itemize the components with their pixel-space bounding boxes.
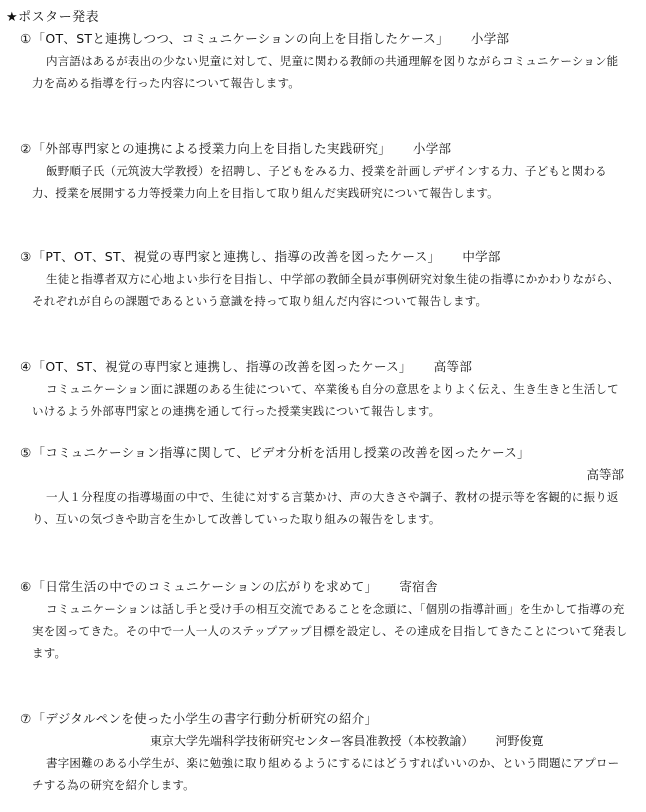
item-number: ④ — [20, 359, 32, 374]
item-description: コミュニケーションは話し手と受け手の相互交流であることを念頭に、「個別の指導計画」を生かして指導の充実を図ってきた。その中で一人一人のステップアップ目標を設定し、その達成を目指してきたことについて発表します。 — [32, 602, 628, 660]
item-department: 中学部 — [462, 249, 501, 264]
item-title-line — [20, 710, 377, 728]
item-department: 寄宿舎 — [399, 579, 438, 594]
presenter-affiliation: 東京大学先端科学技術研究センター客員准教授（本校教諭） — [150, 734, 474, 748]
item-description: 生徒と指導者双方に心地よい歩行を目指し、中学部の教師全員が事例研究対象生徒の指導にかかわりながら、それぞれが自らの課題であるという意識を持って取り組んだ内容について報告します。 — [32, 272, 620, 308]
item-department: 小学部 — [412, 141, 452, 156]
item-title-line — [20, 30, 509, 48]
item-number: ③ — [20, 249, 32, 264]
item-number: ⑦ — [20, 711, 32, 726]
item-description: コミュニケーション面に課題のある生徒について、卒業後も自分の意思をよりよく伝え、生き生きと生活していけるよう外部専門家との連携を通して行った授業実践について報告します。 — [32, 382, 619, 418]
item-title-line — [20, 444, 530, 462]
item-number: ① — [20, 31, 32, 46]
item-number: ② — [20, 141, 32, 156]
item-title: 「コミュニケーション指導に関して、ビデオ分析を活用し授業の改善を図ったケース」 — [32, 445, 530, 460]
item-department: 高等部 — [586, 467, 624, 482]
item-title-line — [20, 578, 438, 596]
item-department: 高等部 — [433, 359, 473, 374]
item-number: ⑥ — [20, 579, 32, 594]
item-title: 「OT、STと連携しつつ、コミュニケーションの向上を目指したケース」 — [32, 31, 449, 46]
presenter-line — [150, 732, 544, 750]
item-title: 「外部専門家との連携による授業力向上を目指した実践研究」 — [32, 141, 391, 156]
item-description: 書字困難のある小学生が、楽に勉強に取り組めるようにするにはどうすればいいのか、という問題にアプローチする為の研究を紹介します。 — [32, 756, 620, 792]
item-title: 「デジタルペンを使った小学生の書字行動分析研究の紹介」 — [32, 711, 378, 726]
item-title-line — [20, 248, 501, 266]
item-number: ⑤ — [20, 445, 32, 460]
item-description: 内言語はあるが表出の少ない児童に対して、児童に関わる教師の共通理解を図りながらコミュニケーション能力を高める指導を行った内容について報告します。 — [32, 54, 619, 90]
item-title: 「PT、OT、ST、視覚の専門家と連携し、指導の改善を図ったケース」 — [32, 249, 441, 264]
item-title-line — [20, 140, 451, 158]
item-title: 「OT、ST、視覚の専門家と連携し、指導の改善を図ったケース」 — [32, 359, 412, 374]
item-description: 一人１分程度の指導場面の中で、生徒に対する言葉かけ、声の大きさや調子、教材の提示等を客観的に振り返り、互いの気づきや助言を生かして改善していった取り組みの報告をします。 — [32, 490, 619, 526]
item-department: 小学部 — [470, 31, 510, 46]
item-description: 飯野順子氏（元筑波大学教授）を招聘し、子どもをみる力、授業を計画しデザインする力、子どもと関わる力、授業を展開する力等授業力向上を目指して取り組んだ実践研究について報告します。 — [32, 164, 607, 200]
section-heading: ★ポスター発表 — [6, 10, 100, 25]
item-title-line — [20, 358, 472, 376]
item-title: 「日常生活の中でのコミュニケーションの広がりを求めて」 — [32, 579, 378, 594]
presenter-name: 河野俊寛 — [495, 734, 544, 748]
